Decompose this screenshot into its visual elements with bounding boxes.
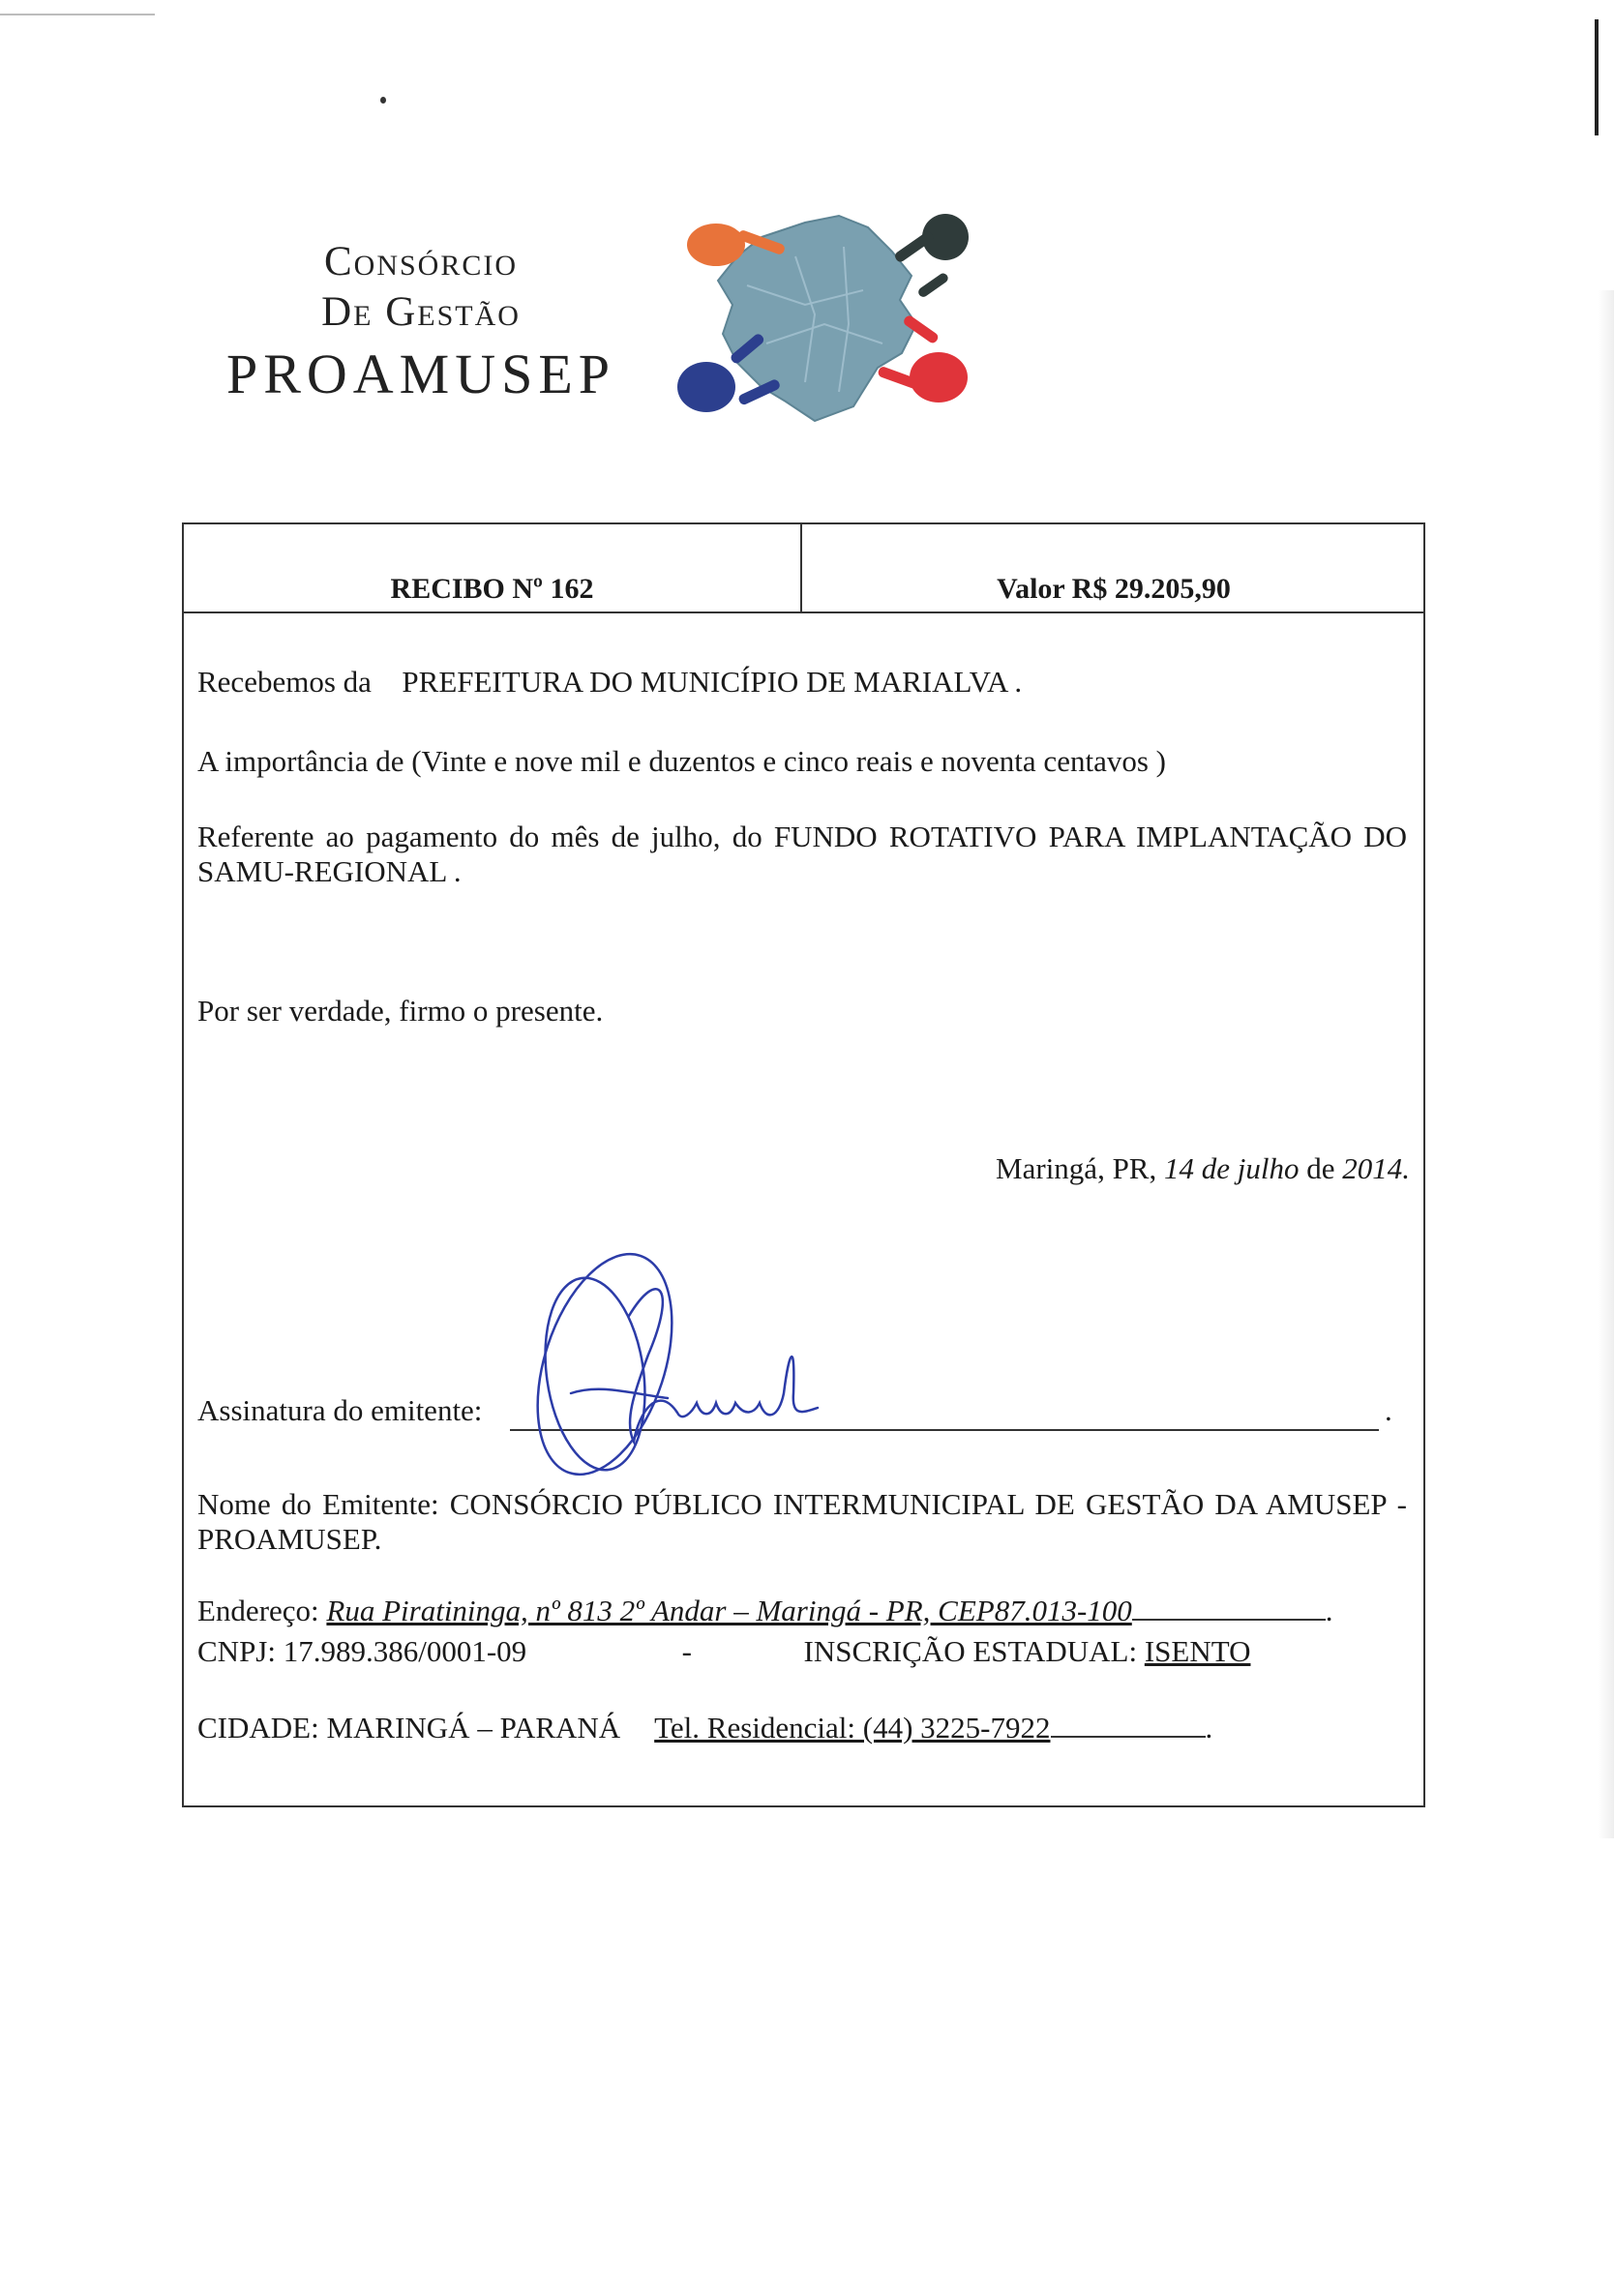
logo-line-2: De Gestão <box>321 289 521 335</box>
date-line <box>996 1151 1410 1186</box>
separator-dash: - <box>681 1634 692 1668</box>
phone: Tel. Residencial: (44) 3225-7922 <box>654 1711 1051 1744</box>
signature-label: Assinatura do emitente: <box>197 1393 483 1427</box>
payer-name: PREFEITURA DO MUNICÍPIO DE MARIALVA . <box>402 665 1023 699</box>
scan-top-edge <box>0 14 155 15</box>
logo-orange-dot <box>687 224 745 266</box>
logo-wordmark <box>218 237 624 407</box>
signature-end: . <box>1385 1393 1392 1427</box>
address-label: Endereço: <box>197 1594 319 1627</box>
logo-map-shape <box>718 216 916 421</box>
logo-line-3: PROAMUSEP <box>225 343 616 405</box>
address-blank <box>1132 1618 1326 1621</box>
truth-statement: Por ser verdade, firmo o presente. <box>197 994 604 1028</box>
scan-right-edge <box>1595 19 1599 135</box>
date-de: de <box>1306 1151 1335 1185</box>
date-year: 2014 <box>1342 1151 1403 1185</box>
date-day-month: 14 de julho <box>1163 1151 1300 1185</box>
scan-speck <box>380 97 386 104</box>
address-end: . <box>1325 1594 1333 1627</box>
logo-map-icon <box>670 198 979 431</box>
handwritten-signature <box>513 1248 822 1480</box>
receipt-header <box>184 524 1423 613</box>
phone-blank <box>1051 1735 1206 1738</box>
issuer-paragraph: Nome do Emitente: CONSÓRCIO PÚBLICO INTERMUNICIPAL DE GESTÃO DA AMUSEP - PROAMUSEP. <box>197 1487 1407 1556</box>
logo-red-dot <box>910 352 968 403</box>
state-reg-value: ISENTO <box>1144 1634 1251 1668</box>
reference-paragraph: Referente ao pagamento do mês de julho, do FUNDO ROTATIVO PARA IMPLANTAÇÃO DO SAMU-REGIONAL . <box>197 820 1407 888</box>
amount-line: A importância de (Vinte e nove mil e duzentos e cinco reais e noventa centavos ) <box>197 744 1166 778</box>
logo-line-1: Consórcio <box>323 239 519 284</box>
phone-end: . <box>1205 1711 1213 1744</box>
date-prefix: Maringá, PR, <box>996 1151 1157 1185</box>
logo-blue-dot <box>677 362 735 412</box>
address-line <box>197 1594 1333 1628</box>
received-prefix: Recebemos da <box>197 665 372 699</box>
receipt-value: Valor R$ 29.205,90 <box>997 573 1231 605</box>
cnpj: CNPJ: 17.989.386/0001-09 <box>197 1634 527 1668</box>
receipt-number: RECIBO Nº 162 <box>390 573 594 605</box>
receipt-box <box>182 522 1425 1807</box>
address-value: Rua Piratininga, nº 813 2º Andar – Maringá - PR, CEP87.013-100 <box>326 1594 1132 1627</box>
state-reg-label: INSCRIÇÃO ESTADUAL: <box>803 1634 1138 1668</box>
cnpj-line <box>197 1634 1250 1669</box>
scan-shadow <box>1599 290 1614 1838</box>
received-from-line <box>197 665 1022 700</box>
city: CIDADE: MARINGÁ – PARANÁ <box>197 1711 621 1744</box>
date-end: . <box>1402 1151 1410 1185</box>
city-phone-line <box>197 1711 1212 1745</box>
